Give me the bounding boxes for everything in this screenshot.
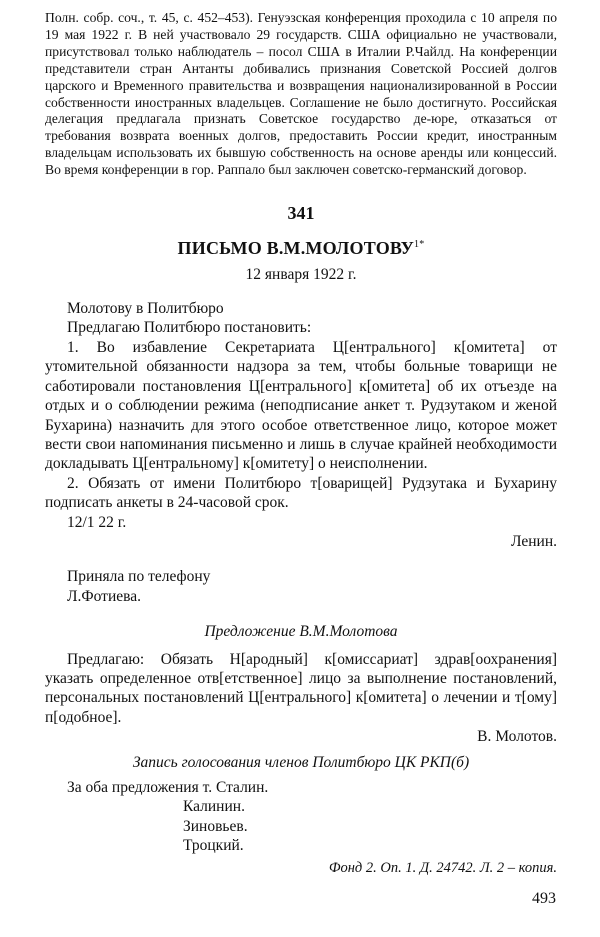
letter-item-1: 1. Во избавление Секретариата Ц[ентрального] к[омитета] от утомительной обязанности надзора за тем, чтобы больные товарищи не саботировали постановления Ц[ентрального] к[омитета] об их отъезде на отдых и о соблюдении режима (неподписание анкет т. Рудзутаком и женой Бухарина) назначить для этого особое ответственное лицо, которое может вести свои напоминания письменно и лишь в случае крайней необходимости докладывать Ц[ентральному] к[омитету] о неисполнении.	[45, 338, 557, 473]
letter-item-2: 2. Обязать от имени Политбюро т[оварищей] Рудзутака и Бухарину подписать анкеты в 24-часовой срок.	[45, 474, 557, 512]
page	[45, 10, 557, 878]
vote-line-stalin: За оба предложения т. Сталин.	[67, 779, 269, 796]
received-by: Л.Фотиева.	[67, 587, 141, 605]
document-date: 12 января 1922 г.	[245, 266, 357, 284]
vote-line-zinoviev: Зиновьев.	[183, 817, 248, 835]
letter-body	[45, 299, 557, 878]
molotov-heading: Предложение В.М.Молотова	[204, 623, 398, 641]
vote-line-trotsky: Троцкий.	[183, 837, 244, 855]
page-number: 493	[532, 890, 556, 907]
title-footnote-mark: 1*	[414, 239, 425, 251]
lenin-signature: Ленин.	[510, 532, 557, 550]
molotov-proposal: Предлагаю: Обязать Н[ародный] к[омиссариат] здрав[оохранения] указать определенное отв[етственное] лицо за выполнение постановлений, персональных постановлений Ц[ентрального] к[омитета] о лечении и т[ому] п[одобное].	[45, 650, 557, 726]
letter-dateline: 12/1 22 г.	[67, 513, 127, 531]
vote-heading: Запись голосования членов Политбюро ЦК РКП(б)	[132, 753, 470, 771]
document-number: 341	[287, 203, 315, 224]
received-note: Приняла по телефону	[67, 568, 211, 586]
letter-address: Молотову в Политбюро	[67, 300, 224, 318]
archive-reference: Фонд 2. Оп. 1. Д. 24742. Л. 2 – копия.	[328, 859, 557, 876]
molotov-signature: В. Молотов.	[477, 728, 557, 746]
document-title-text: ПИСЬМО В.М.МОЛОТОВУ	[177, 238, 415, 259]
vote-line-kalinin: Калинин.	[183, 798, 245, 816]
footnote-text: Полн. собр. соч., т. 45, с. 452–453). Генуэзская конференция проходила с 10 апреля по 19 мая 1922 г. В ней участвовало 29 государств. США официально не участвовали, присутствовал только наблюдатель – посол США в Италии Р.Чайлд. На конференции представители стран Антанты добивались признания Советской Россией долгов царского и Временного правительства и возвращения национализированной в России собственности иностранных владельцев. Соглашение не было достигнуто. Российская делегация предлагала признать Советское государство де-юре, отказаться от требования возврата военных долгов, предоставить России кредит, иностранным владельцам использовать их бывшую собственность на основе аренды или концессий. Во время конференции в гор. Раппало был заключен советско-германский договор.	[45, 10, 557, 178]
letter-intro: Предлагаю Политбюро постановить:	[67, 319, 312, 337]
document-title	[45, 233, 557, 260]
